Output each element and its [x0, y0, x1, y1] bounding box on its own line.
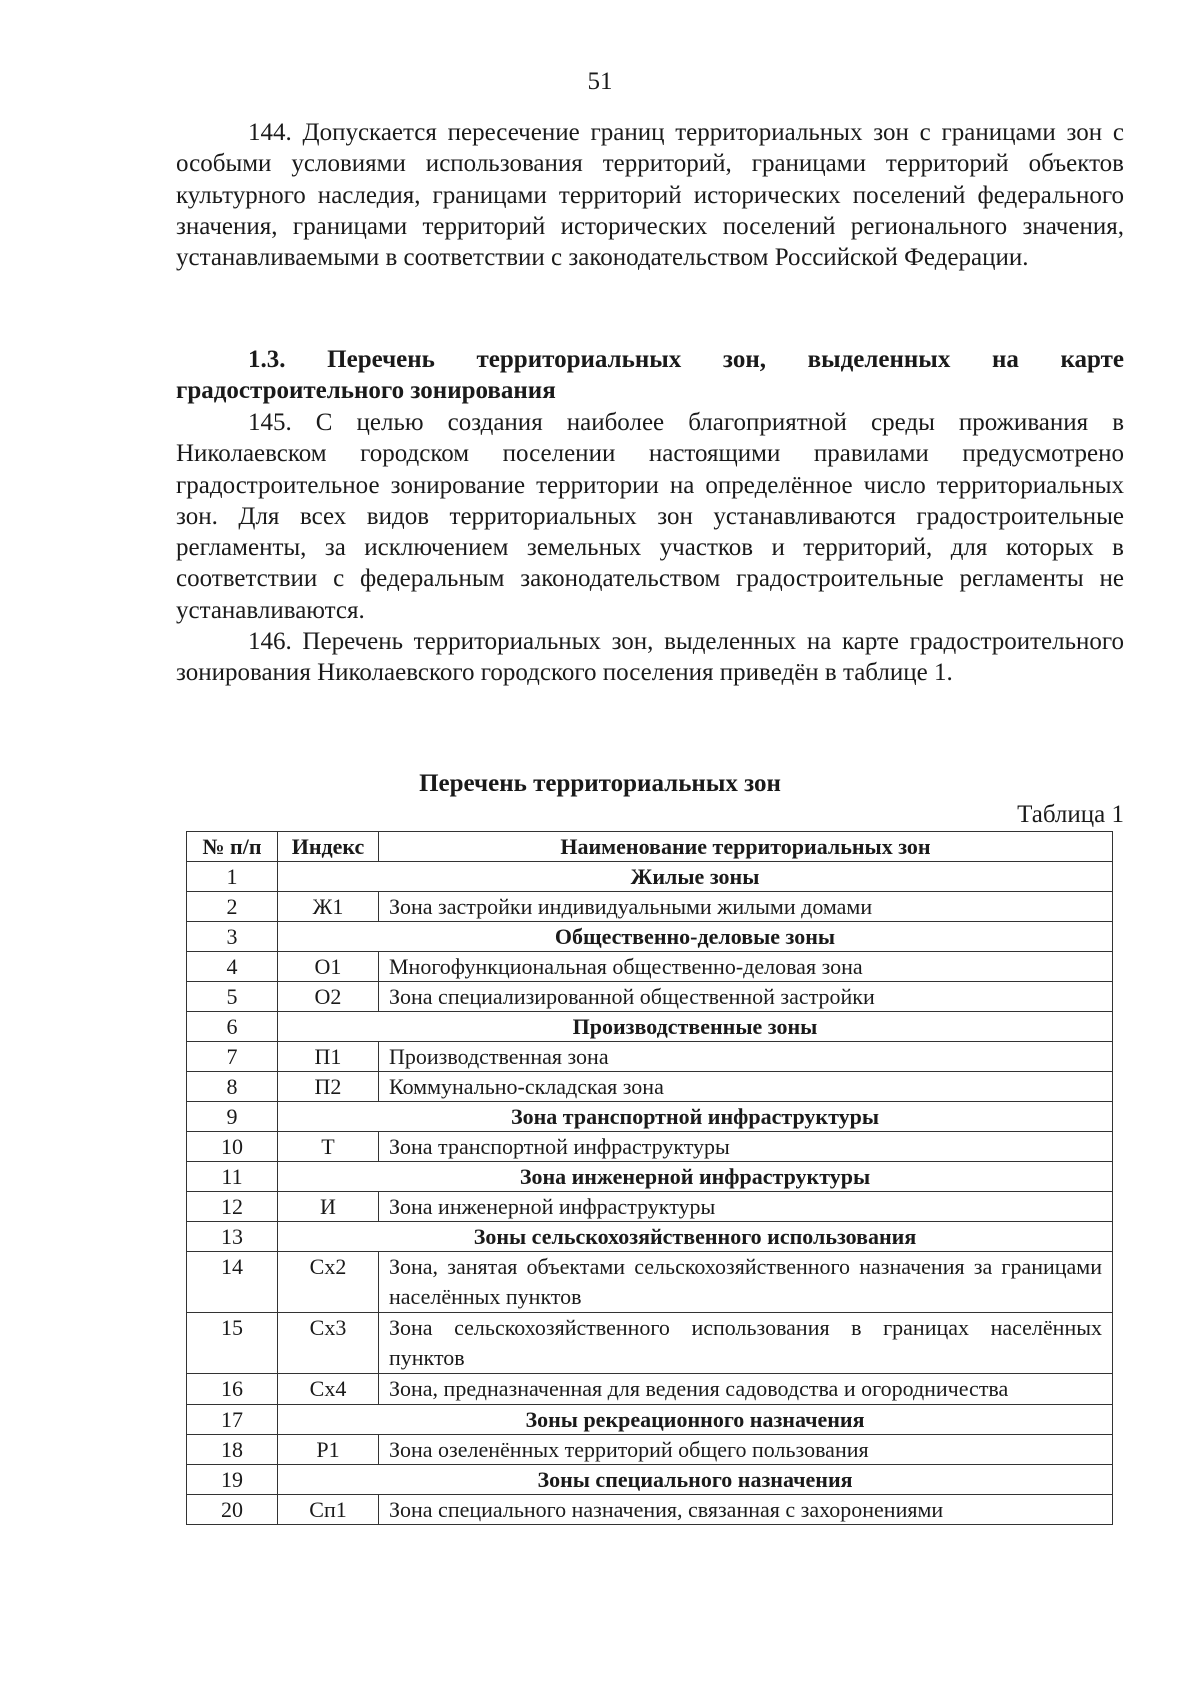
- paragraph-146: 146. Перечень территориальных зон, выделенных на карте градостроительного зонирования Николаевского городского поселения приведён в таблице 1.: [176, 628, 1124, 687]
- table-group-row: [187, 1222, 1113, 1252]
- cell-group-title: Производственные зоны: [278, 1012, 1113, 1042]
- table-row: [187, 1042, 1113, 1072]
- cell-name: Коммунально-складская зона: [379, 1072, 1113, 1102]
- cell-index: Р1: [278, 1435, 379, 1465]
- cell-index: О1: [278, 952, 379, 982]
- cell-num: 7: [187, 1042, 278, 1072]
- table-row: [187, 892, 1113, 922]
- cell-name: Многофункциональная общественно-деловая зона: [379, 952, 1113, 982]
- page-number: 51: [587, 68, 613, 95]
- cell-index: И: [278, 1192, 379, 1222]
- cell-index: Ж1: [278, 892, 379, 922]
- cell-name: Зона застройки индивидуальными жилыми домами: [379, 892, 1113, 922]
- cell-num: 11: [187, 1162, 278, 1192]
- cell-num: 1: [187, 862, 278, 892]
- cell-num: 13: [187, 1222, 278, 1252]
- cell-num: 4: [187, 952, 278, 982]
- zones-table: [186, 831, 1113, 1525]
- table-row: [187, 1495, 1113, 1525]
- section-body: [176, 407, 1124, 689]
- cell-group-title: Зоны специального назначения: [278, 1465, 1113, 1495]
- cell-name: Зона специализированной общественной застройки: [379, 982, 1113, 1012]
- table-row: [187, 1192, 1113, 1222]
- paragraph-145: 145. С целью создания наиболее благоприятной среды проживания в Николаевском городском поселении настоящими правилами предусмотрено градостроительное зонирование территории на определённое число территориальных зон. Для всех видов территориальных зон устанавливаются градостроительные регламенты, за исключением земельных участков и территорий, для которых в соответствии с федеральным законодательством градостроительные регламенты не устанавливаются.: [176, 409, 1124, 624]
- table-group-row: [187, 1405, 1113, 1435]
- table-group-row: [187, 1465, 1113, 1495]
- table-row: [187, 1374, 1113, 1405]
- cell-index: Т: [278, 1132, 379, 1162]
- cell-name: Зона транспортной инфраструктуры: [379, 1132, 1113, 1162]
- table-group-row: [187, 922, 1113, 952]
- cell-num: 19: [187, 1465, 278, 1495]
- table-group-row: [187, 862, 1113, 892]
- table-title: Перечень территориальных зон: [419, 770, 781, 797]
- cell-name: Зона сельскохозяйственного использования в границах населённых пунктов: [379, 1313, 1113, 1374]
- header-index: Индекс: [278, 832, 379, 862]
- cell-group-title: Общественно-деловые зоны: [278, 922, 1113, 952]
- cell-group-title: Жилые зоны: [278, 862, 1113, 892]
- cell-num: 8: [187, 1072, 278, 1102]
- cell-num: 15: [187, 1313, 278, 1374]
- cell-group-title: Зоны сельскохозяйственного использования: [278, 1222, 1113, 1252]
- table-row: [187, 1132, 1113, 1162]
- table-caption: Таблица 1: [1017, 801, 1124, 828]
- table-group-row: [187, 1012, 1113, 1042]
- zones-table-body: [187, 862, 1113, 1525]
- cell-index: О2: [278, 982, 379, 1012]
- cell-name: Зона специального назначения, связанная с захоронениями: [379, 1495, 1113, 1525]
- header-num: № п/п: [187, 832, 278, 862]
- paragraph-144: 144. Допускается пересечение границ территориальных зон с границами зон с особыми условиями использования территорий, границами территорий объектов культурного наследия, границами территорий исторических поселений федерального значения, границами территорий исторических поселений регионального значения, устанавливаемыми в соответствии с законодательством Российской Федерации.: [176, 119, 1124, 272]
- cell-group-title: Зона транспортной инфраструктуры: [278, 1102, 1113, 1132]
- cell-group-title: Зона инженерной инфраструктуры: [278, 1162, 1113, 1192]
- cell-num: 17: [187, 1405, 278, 1435]
- cell-num: 20: [187, 1495, 278, 1525]
- cell-name: Зона, предназначенная для ведения садоводства и огородничества: [379, 1374, 1113, 1405]
- cell-name: Зона озеленённых территорий общего пользования: [379, 1435, 1113, 1465]
- table-header-row: [187, 832, 1113, 862]
- table-group-row: [187, 1162, 1113, 1192]
- cell-num: 12: [187, 1192, 278, 1222]
- cell-num: 6: [187, 1012, 278, 1042]
- cell-index: Сх2: [278, 1252, 379, 1313]
- cell-name: Производственная зона: [379, 1042, 1113, 1072]
- table-row: [187, 952, 1113, 982]
- cell-num: 14: [187, 1252, 278, 1313]
- cell-num: 9: [187, 1102, 278, 1132]
- table-group-row: [187, 1102, 1113, 1132]
- cell-index: Сх3: [278, 1313, 379, 1374]
- cell-num: 18: [187, 1435, 278, 1465]
- table-row: [187, 1252, 1113, 1313]
- cell-name: Зона, занятая объектами сельскохозяйственного назначения за границами населённых пунктов: [379, 1252, 1113, 1313]
- cell-index: Сп1: [278, 1495, 379, 1525]
- cell-num: 5: [187, 982, 278, 1012]
- header-name: Наименование территориальных зон: [379, 832, 1113, 862]
- cell-index: П2: [278, 1072, 379, 1102]
- cell-group-title: Зоны рекреационного назначения: [278, 1405, 1113, 1435]
- cell-index: Сх4: [278, 1374, 379, 1405]
- cell-num: 16: [187, 1374, 278, 1405]
- table-row: [187, 1313, 1113, 1374]
- cell-name: Зона инженерной инфраструктуры: [379, 1192, 1113, 1222]
- cell-num: 10: [187, 1132, 278, 1162]
- table-row: [187, 982, 1113, 1012]
- cell-num: 2: [187, 892, 278, 922]
- table-row: [187, 1072, 1113, 1102]
- section-heading: 1.3. Перечень территориальных зон, выделенных на карте градостроительного зонирования: [176, 346, 1124, 404]
- cell-index: П1: [278, 1042, 379, 1072]
- table-row: [187, 1435, 1113, 1465]
- cell-num: 3: [187, 922, 278, 952]
